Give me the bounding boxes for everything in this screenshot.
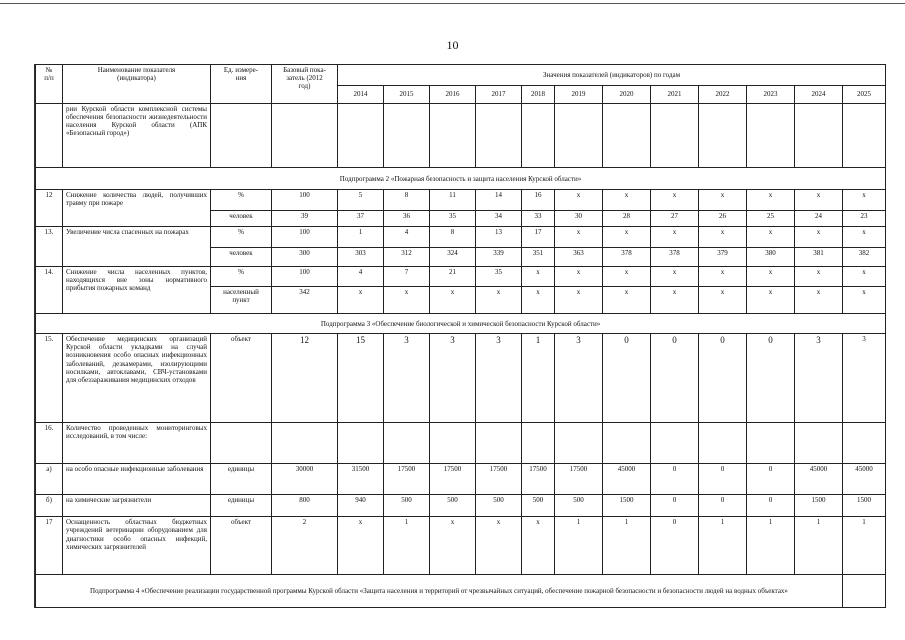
empty-cell: [384, 104, 430, 168]
table-cell: 8: [384, 190, 430, 211]
year-cell: 2014: [338, 85, 384, 104]
table-cell: 14: [476, 190, 522, 211]
table-cell: 378: [603, 248, 651, 267]
subprogram-3-row: [36, 313, 886, 334]
table-cell: х: [699, 287, 747, 314]
table-cell: 382: [843, 248, 886, 267]
empty-cell: [338, 422, 384, 463]
table-cell: 1: [843, 517, 886, 575]
empty-cell: [272, 104, 338, 168]
subprogram-4-row: [36, 574, 886, 607]
year-cell: 2025: [843, 85, 886, 104]
table-cell: 0: [651, 334, 699, 422]
year-cell: 2017: [476, 85, 522, 104]
year-cell: 2015: [384, 85, 430, 104]
table-cell: х: [795, 227, 843, 248]
row-base: 100: [272, 266, 338, 287]
table-cell: х: [476, 517, 522, 575]
table-cell: 17: [522, 227, 555, 248]
table-cell: х: [699, 266, 747, 287]
year-cell: 2022: [699, 85, 747, 104]
table-cell: х: [338, 287, 384, 314]
table-cell: 363: [555, 248, 603, 267]
table-cell: 25: [747, 211, 795, 227]
table-cell: 312: [384, 248, 430, 267]
row-unit: человек: [211, 211, 272, 227]
table-cell: 1: [699, 517, 747, 575]
empty-cell: [843, 574, 886, 607]
table-row: [36, 494, 886, 517]
empty-cell: [747, 422, 795, 463]
year-cell: 2020: [603, 85, 651, 104]
table-cell: х: [699, 227, 747, 248]
table-cell: х: [603, 190, 651, 211]
empty-cell: [430, 104, 476, 168]
year-cell: 2019: [555, 85, 603, 104]
table-cell: х: [555, 266, 603, 287]
table-cell: х: [522, 266, 555, 287]
table-cell: 15: [338, 334, 384, 422]
table-cell: 500: [476, 494, 522, 517]
row-num: 17: [36, 517, 63, 575]
row-unit: человек: [211, 248, 272, 267]
table-cell: х: [476, 287, 522, 314]
empty-cell: [651, 104, 699, 168]
row-base: 800: [272, 494, 338, 517]
row-name: Обеспечение медицинских организаций Курской области укладками на случай возникновения особо опасных инфекционных заболеваний, дезкамерами, изолирующими носилками, автоклавами, СВЧ-установками для обеззараживания медицинских отходов: [63, 334, 211, 422]
year-cell: 2023: [747, 85, 795, 104]
row-base: 39: [272, 211, 338, 227]
table-cell: 1: [555, 517, 603, 575]
table-cell: х: [843, 287, 886, 314]
table-cell: 30: [555, 211, 603, 227]
table-cell: 324: [430, 248, 476, 267]
table-cell: 45000: [603, 463, 651, 494]
empty-cell: [843, 422, 886, 463]
table-cell: 1500: [603, 494, 651, 517]
table-cell: х: [795, 266, 843, 287]
table-cell: 23: [843, 211, 886, 227]
table-cell: 34: [476, 211, 522, 227]
table-cell: 0: [651, 517, 699, 575]
table-cell: х: [430, 287, 476, 314]
table-cell: 1: [603, 517, 651, 575]
empty-cell: [522, 104, 555, 168]
row-unit: %: [211, 266, 272, 287]
table-cell: х: [555, 227, 603, 248]
row-name: Снижение количества людей, получивших травму при пожаре: [63, 190, 211, 227]
table-cell: х: [384, 287, 430, 314]
year-cell: 2016: [430, 85, 476, 104]
table-cell: 1500: [843, 494, 886, 517]
table-row: [36, 227, 886, 248]
empty-cell: [747, 104, 795, 168]
table-cell: 36: [384, 211, 430, 227]
table-cell: 35: [430, 211, 476, 227]
table-cell: х: [699, 190, 747, 211]
row-num: а): [36, 463, 63, 494]
table-cell: 37: [338, 211, 384, 227]
subprogram-3-title: Подпрограмма 3 «Обеспечение биологической и химической безопасности Курской области»: [36, 313, 886, 334]
table-cell: 3: [843, 334, 886, 422]
empty-cell: [651, 422, 699, 463]
table-cell: 0: [651, 494, 699, 517]
row-base: 342: [272, 287, 338, 314]
table-cell: 11: [430, 190, 476, 211]
row-unit: единицы: [211, 494, 272, 517]
row-unit: единицы: [211, 463, 272, 494]
table-row: [36, 463, 886, 494]
row-name: Снижение числа населенных пунктов, находящихся вне зоны нормативного прибытия пожарных команд: [63, 266, 211, 313]
row-num: 14.: [36, 266, 63, 313]
table-cell: х: [747, 227, 795, 248]
row-base: 100: [272, 227, 338, 248]
empty-cell: [795, 422, 843, 463]
table-cell: 17500: [555, 463, 603, 494]
row-base: 300: [272, 248, 338, 267]
row-unit: населенный пункт: [211, 287, 272, 314]
table-cell: 45000: [795, 463, 843, 494]
table-cell: х: [843, 227, 886, 248]
subprogram-4-title: Подпрограмма 4 «Обеспечение реализации государственной программы Курской области «Защита населения и территорий от чрезвычайных ситуаций, обеспечение пожарной безопасности и безопасности людей на водных объектах»: [36, 574, 843, 607]
table-cell: 3: [555, 334, 603, 422]
row-base: 2: [272, 517, 338, 575]
header-row: [36, 65, 886, 86]
table-cell: 13: [476, 227, 522, 248]
empty-cell: [338, 104, 384, 168]
table-cell: х: [795, 287, 843, 314]
year-cell: 2018: [522, 85, 555, 104]
row-num: 12: [36, 190, 63, 227]
table-row: [36, 517, 886, 575]
table-cell: 3: [795, 334, 843, 422]
header-num: № п/п: [36, 65, 63, 104]
table-cell: х: [651, 190, 699, 211]
row-base: 30000: [272, 463, 338, 494]
table-cell: х: [843, 190, 886, 211]
empty-cell: [430, 422, 476, 463]
table-cell: 8: [430, 227, 476, 248]
table-cell: 1: [338, 227, 384, 248]
table-cell: 16: [522, 190, 555, 211]
table-cell: 0: [699, 463, 747, 494]
empty-cell: [211, 422, 272, 463]
table-cell: х: [522, 517, 555, 575]
table-cell: х: [651, 227, 699, 248]
header-name: Наименование показателя (индикатора): [63, 65, 211, 104]
table-cell: 5: [338, 190, 384, 211]
table-cell: х: [795, 190, 843, 211]
table-cell: 0: [651, 463, 699, 494]
table-cell: 381: [795, 248, 843, 267]
table-cell: 31500: [338, 463, 384, 494]
table-cell: 0: [699, 494, 747, 517]
table-cell: 35: [476, 266, 522, 287]
row-unit: объект: [211, 334, 272, 422]
table-cell: х: [651, 266, 699, 287]
table-cell: 27: [651, 211, 699, 227]
table-cell: 500: [430, 494, 476, 517]
top-rule: [0, 3, 905, 4]
row-name: на особо опасные инфекционные заболевания: [63, 463, 211, 494]
table-cell: 1: [384, 517, 430, 575]
empty-cell: [555, 104, 603, 168]
table-cell: 3: [430, 334, 476, 422]
table-cell: 26: [699, 211, 747, 227]
table-cell: 1: [747, 517, 795, 575]
table-cell: 17500: [476, 463, 522, 494]
table-cell: 940: [338, 494, 384, 517]
row-name: Количество проведенных мониторинговых исследований, в том числе:: [63, 422, 211, 463]
empty-cell: [384, 422, 430, 463]
table-row: [36, 334, 886, 422]
table-cell: 351: [522, 248, 555, 267]
row-num: 16.: [36, 422, 63, 463]
header-unit: Ед. измере- ния: [211, 65, 272, 104]
empty-cell: [699, 422, 747, 463]
table-cell: х: [603, 227, 651, 248]
empty-cell: [522, 422, 555, 463]
table-cell: 380: [747, 248, 795, 267]
indicators-table: [35, 64, 886, 608]
table-cell: х: [747, 266, 795, 287]
table-cell: 339: [476, 248, 522, 267]
row-name: на химические загрязнители: [63, 494, 211, 517]
row-num: б): [36, 494, 63, 517]
table-cell: х: [603, 287, 651, 314]
table-cell: х: [603, 266, 651, 287]
table-cell: 4: [384, 227, 430, 248]
empty-cell: [603, 422, 651, 463]
empty-cell: [795, 104, 843, 168]
table-cell: х: [843, 266, 886, 287]
row-num: 15.: [36, 334, 63, 422]
header-base: Базовый пока- затель (2012 год): [272, 65, 338, 104]
table-cell: 0: [699, 334, 747, 422]
table-cell: 0: [747, 494, 795, 517]
table-cell: 45000: [843, 463, 886, 494]
table-cell: х: [555, 190, 603, 211]
table-cell: 0: [747, 463, 795, 494]
table-cell: 500: [555, 494, 603, 517]
empty-cell: [603, 104, 651, 168]
table-cell: 33: [522, 211, 555, 227]
table-cell: 500: [522, 494, 555, 517]
table-cell: 303: [338, 248, 384, 267]
table-cell: 17500: [522, 463, 555, 494]
table-cell: 379: [699, 248, 747, 267]
table-row-continued: [36, 104, 886, 168]
header-values: Значения показателей (индикаторов) по годам: [338, 65, 886, 86]
table-row: [36, 190, 886, 211]
table-cell: х: [430, 517, 476, 575]
row-base: 100: [272, 190, 338, 211]
subprogram-2-row: [36, 167, 886, 190]
table-cell: 7: [384, 266, 430, 287]
table-cell: х: [555, 287, 603, 314]
table-cell: 17500: [430, 463, 476, 494]
empty-cell: [699, 104, 747, 168]
table-cell: 4: [338, 266, 384, 287]
table-cell: 21: [430, 266, 476, 287]
table-cell: 1500: [795, 494, 843, 517]
table-cell: х: [747, 287, 795, 314]
row-name: Оснащенность областных бюджетных учреждений ветеринарии оборудованием для диагностики особо опасных инфекций, химических загрязнителей: [63, 517, 211, 575]
table-cell: 0: [603, 334, 651, 422]
table-cell: 1: [795, 517, 843, 575]
year-cell: 2021: [651, 85, 699, 104]
table-cell: х: [338, 517, 384, 575]
year-cell: 2024: [795, 85, 843, 104]
table-row: [36, 266, 886, 287]
row-base: 12: [272, 334, 338, 422]
table-cell: 0: [747, 334, 795, 422]
table-cell: 500: [384, 494, 430, 517]
table-cell: 28: [603, 211, 651, 227]
table-cell: 1: [522, 334, 555, 422]
empty-cell: [211, 104, 272, 168]
page-number: 10: [446, 38, 459, 52]
row-unit: %: [211, 190, 272, 211]
table-cell: 17500: [384, 463, 430, 494]
row-unit: %: [211, 227, 272, 248]
subprogram-2-title: Подпрограмма 2 «Пожарная безопасность и защита населения Курской области»: [36, 167, 886, 190]
table-cell: х: [651, 287, 699, 314]
row-name: Увеличение числа спасенных на пожарах: [63, 227, 211, 266]
table-row: [36, 422, 886, 463]
empty-cell: [476, 422, 522, 463]
table-cell: 3: [384, 334, 430, 422]
row-unit: объект: [211, 517, 272, 575]
empty-cell: [272, 422, 338, 463]
empty-cell: [36, 104, 63, 168]
empty-cell: [555, 422, 603, 463]
table-cell: х: [522, 287, 555, 314]
table-cell: 3: [476, 334, 522, 422]
table-cell: 378: [651, 248, 699, 267]
table-cell: 24: [795, 211, 843, 227]
row-num: 13.: [36, 227, 63, 266]
continued-text: рии Курской области комплексной системы обеспечения безопасности жизнедеятельности населения Курской области (АПК «Безопасный город»): [63, 104, 211, 168]
empty-cell: [843, 104, 886, 168]
empty-cell: [476, 104, 522, 168]
table-cell: х: [747, 190, 795, 211]
